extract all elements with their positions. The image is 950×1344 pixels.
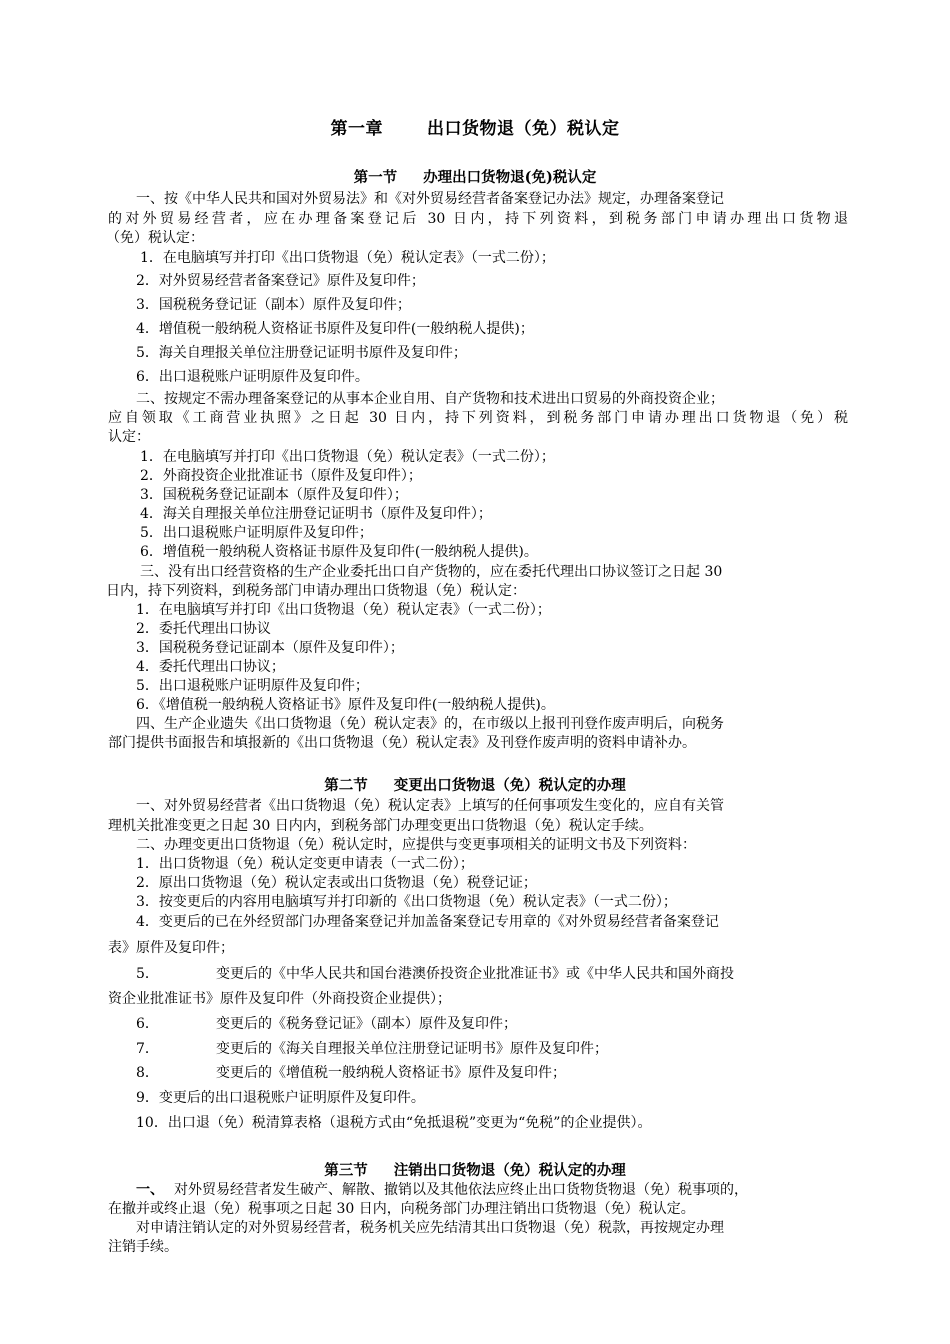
chapter-number: 第一章 (330, 119, 383, 139)
section-2-title: 变更出口货物退（免）税认定的办理 (393, 777, 626, 794)
list-number: 7． (136, 1041, 159, 1057)
list-item: 1．在电脑填写并打印《出口货物退（免）税认定表》（一式二份）； (140, 250, 555, 266)
list-item: 6．出口退税账户证明原件及复印件。 (136, 369, 369, 385)
list-item: 变更后的《增值税一般纳税人资格证书》原件及复印件； (216, 1065, 566, 1081)
paragraph-line: 应自领取《工商营业执照》之日起 30 日内，持下列资料，到税务部门申请办理出口货物退（免）税 (108, 410, 848, 426)
paragraph-line: 一、对外贸易经营者《出口货物退（免）税认定表》上填写的任何事项发生变化的，应自有关管 (136, 798, 724, 814)
chapter-title: 出口货物退（免）税认定 (427, 119, 620, 139)
list-item: 4．海关自理报关单位注册登记证明书（原件及复印件）； (140, 506, 492, 522)
section-3-title: 注销出口货物退（免）税认定的办理 (393, 1162, 626, 1179)
paragraph-line: 日内，持下列资料，到税务部门申请办理出口货物退（免）税认定： (106, 583, 526, 599)
list-item: 2．对外贸易经营者备案登记》原件及复印件； (136, 273, 425, 289)
paragraph-line: 认定： (108, 429, 150, 445)
list-item: 1．出口货物退（免）税认定变更申请表（一式二份）； (136, 856, 474, 872)
paragraph-line: 理机关批准变更之日起 30 日内内，到税务部门办理变更出口货物退（免）税认定手续。 (108, 818, 653, 834)
section-2-number: 第二节 (324, 777, 368, 794)
paragraph-line: 的对外贸易经营者，应在办理备案登记后 30 日内，持下列资料，到税务部门申请办理出口货物退 (108, 211, 848, 227)
list-item: 1．在电脑填写并打印《出口货物退（免）税认定表》（一式二份）； (136, 602, 551, 618)
list-item: 5．出口退税账户证明原件及复印件； (136, 678, 369, 694)
list-item: 5．海关自理报关单位注册登记证明书原件及复印件； (136, 345, 467, 361)
paragraph-line: 部门提供书面报告和填报新的《出口货物退（免）税认定表》及刊登作废声明的资料申请补办。 (108, 735, 696, 751)
paragraph-line: 四、生产企业遗失《出口货物退（免）税认定表》的，在市级以上报刊刊登作废声明后，向税务 (136, 716, 724, 732)
section-3-number: 第三节 (324, 1162, 368, 1179)
list-item: 3．国税税务登记证副本（原件及复印件）； (140, 487, 408, 503)
paragraph-line: 在撤并或终止退（免）税事项之日起 30 日内，向税务部门办理注销出口货物退（免）税认定。 (108, 1201, 695, 1217)
section-1-heading (0, 166, 950, 187)
list-item: 变更后的《税务登记证》（副本）原件及复印件； (216, 1016, 517, 1032)
section-3-heading (0, 1159, 950, 1180)
paragraph-line: 三、没有出口经营资格的生产企业委托出口自产货物的，应在委托代理出口协议签订之日起 30 (140, 564, 723, 580)
list-item: 6．增值税一般纳税人资格证书原件及复印件(一般纳税人提供)。 (140, 544, 538, 560)
paragraph-line: 注销手续。 (108, 1239, 178, 1255)
list-item: 4．变更后的已在外经贸部门办理备案登记并加盖备案登记专用章的《对外贸易经营者备案登记 (136, 914, 719, 930)
paragraph-line: 二、办理变更出口货物退（免）税认定时，应提供与变更事项相关的证明文书及下列资料： (136, 837, 696, 853)
section-1-number: 第一节 (353, 169, 398, 186)
list-item: 2．外商投资企业批准证书（原件及复印件）； (140, 468, 422, 484)
section-1-title: 办理出口货物退(免)税认定 (423, 169, 597, 186)
list-item: 10．出口退（免）税清算表格（退税方式由“免抵退税”变更为“免税”的企业提供）。 (136, 1115, 652, 1131)
list-item: 2．委托代理出口协议 (136, 621, 271, 637)
paragraph-line: 对外贸易经营者发生破产、解散、撤销以及其他依法应终止出口货物货物退（免）税事项的， (174, 1182, 748, 1198)
list-item: 3．按变更后的内容用电脑填写并打印新的《出口货物退（免）税认定表》（一式二份）； (136, 894, 677, 910)
paragraph-line: （免）税认定： (106, 230, 204, 246)
list-item: 9．变更后的出口退税账户证明原件及复印件。 (136, 1090, 425, 1106)
paragraph-line: 对申请注销认定的对外贸易经营者，税务机关应先结清其出口货物退（免）税款，再按规定办理 (136, 1220, 724, 1236)
list-item: 3．国税税务登记证（副本）原件及复印件； (136, 297, 411, 313)
paragraph-line: 一、按《中华人民共和国对外贸易法》和《对外贸易经营者备案登记办法》规定，办理备案登记 (136, 191, 724, 207)
list-item: 4．增值税一般纳税人资格证书原件及复印件(一般纳税人提供)； (136, 321, 534, 337)
list-item: 变更后的《海关自理报关单位注册登记证明书》原件及复印件； (216, 1041, 608, 1057)
paragraph-line: 资企业批准证书》原件及复印件（外商投资企业提供）； (108, 991, 451, 1007)
chapter-heading (0, 114, 950, 139)
list-number: 6． (136, 1016, 159, 1032)
list-number: 8． (136, 1065, 159, 1081)
list-item: 6．《增值税一般纳税人资格证书》原件及复印件(一般纳税人提供)。 (136, 697, 555, 713)
list-item: 4．委托代理出口协议； (136, 659, 285, 675)
section-2-heading (0, 774, 950, 795)
paragraph-line: 表》原件及复印件； (108, 940, 234, 956)
list-item: 1．在电脑填写并打印《出口货物退（免）税认定表》（一式二份）； (140, 449, 555, 465)
list-item: 3．国税税务登记证副本（原件及复印件）； (136, 640, 404, 656)
list-item: 变更后的《中华人民共和国台港澳侨投资企业批准证书》或《中华人民共和国外商投 (216, 966, 734, 982)
paragraph-line: 二、按规定不需办理备案登记的从事本企业自用、自产货物和技术进出口贸易的外商投资企业； (136, 391, 724, 407)
list-item: 2．原出口货物退（免）税认定表或出口货物退（免）税登记证； (136, 875, 537, 891)
list-number: 5． (136, 966, 159, 982)
list-item: 5．出口退税账户证明原件及复印件； (140, 525, 373, 541)
paragraph-lead: 一、 (136, 1182, 164, 1198)
